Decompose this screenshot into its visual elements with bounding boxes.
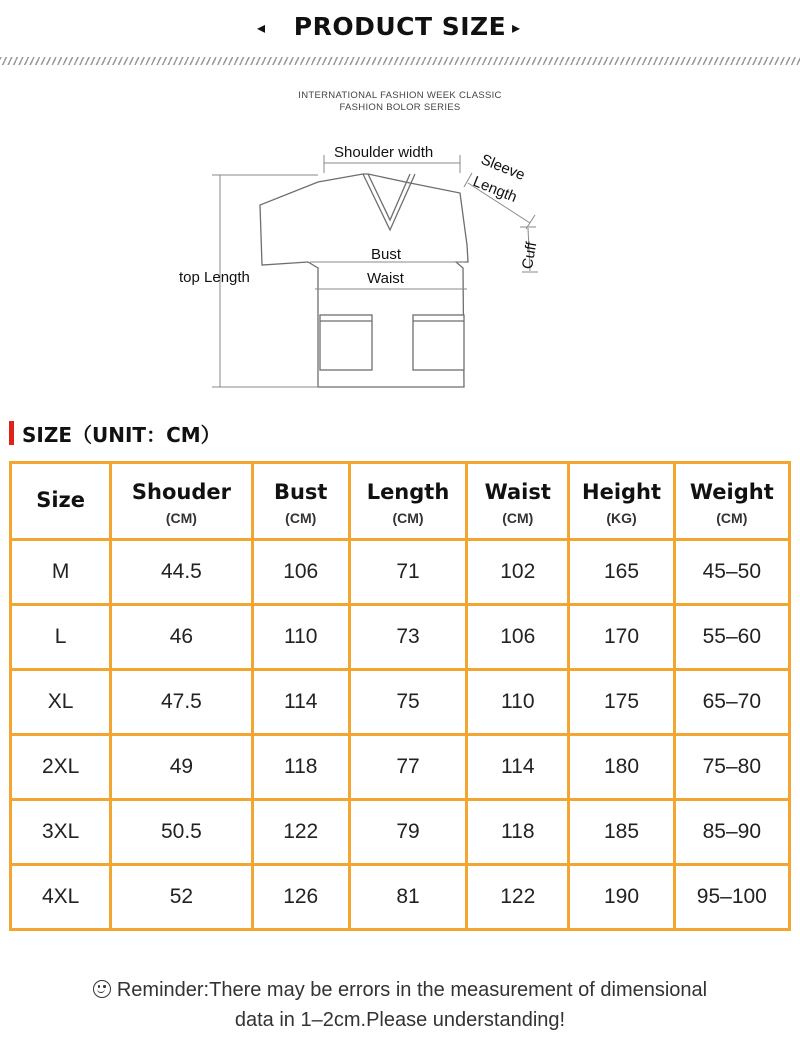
weight-cell: 75–80 [674, 735, 789, 800]
shoulder-cell: 44.5 [111, 540, 252, 605]
bust-label: Bust [371, 246, 402, 263]
waist-cell: 102 [467, 540, 569, 605]
size-cell: 3XL [11, 800, 111, 865]
table-row [11, 735, 790, 800]
length-cell: 75 [349, 670, 466, 735]
header-name: Bust [273, 480, 328, 504]
column-header-shoulder [111, 463, 252, 540]
height-cell: 170 [569, 605, 674, 670]
size-chart-table [9, 461, 791, 931]
weight-cell: 45–50 [674, 540, 789, 605]
shoulder-cell: 49 [111, 735, 252, 800]
accent-bar [9, 421, 14, 445]
size-cell: XL [11, 670, 111, 735]
height-cell: 180 [569, 735, 674, 800]
table-header-row [11, 463, 790, 540]
page-title: PRODUCT SIZE [293, 12, 507, 41]
header-unit: (CM) [392, 510, 424, 526]
shoulder-cell: 50.5 [111, 800, 252, 865]
shoulder-cell: 46 [111, 605, 252, 670]
bust-cell: 122 [252, 800, 349, 865]
cuff-label: Cuff [518, 240, 541, 271]
header-name: Height [582, 480, 662, 504]
header-name: Waist [484, 480, 551, 504]
bust-cell: 126 [252, 865, 349, 930]
weight-cell: 85–90 [674, 800, 789, 865]
size-cell: 2XL [11, 735, 111, 800]
hatch-divider [0, 57, 800, 65]
header-name: Shouder [131, 480, 231, 504]
table-row [11, 540, 790, 605]
waist-cell: 106 [467, 605, 569, 670]
column-header-height [569, 463, 674, 540]
header-unit: (CM) [165, 510, 197, 526]
length-cell: 81 [349, 865, 466, 930]
page-header [0, 0, 800, 60]
reminder-note [0, 975, 800, 1035]
column-header-weight [674, 463, 789, 540]
size-section-title [9, 420, 221, 446]
shoulder-cell: 52 [111, 865, 252, 930]
column-header-bust [252, 463, 349, 540]
length-cell: 73 [349, 605, 466, 670]
bust-cell: 110 [252, 605, 349, 670]
weight-cell: 95–100 [674, 865, 789, 930]
header-name: Length [366, 480, 450, 504]
sleeve-label: Sleeve [478, 151, 528, 184]
header-unit: (CM) [285, 510, 317, 526]
waist-cell: 122 [467, 865, 569, 930]
height-cell: 175 [569, 670, 674, 735]
bust-cell: 114 [252, 670, 349, 735]
bust-cell: 106 [252, 540, 349, 605]
size-unit-heading: SIZE（UNIT：CM） [22, 422, 221, 447]
arrow-left-icon: ◂ [257, 20, 266, 37]
table-row [11, 865, 790, 930]
header-name: Size [36, 488, 86, 512]
column-header-waist [467, 463, 569, 540]
waist-label: Waist [367, 270, 404, 287]
arrow-right-icon: ▸ [512, 20, 521, 37]
series-line-1: INTERNATIONAL FASHION WEEK CLASSIC [298, 90, 502, 101]
weight-cell: 65–70 [674, 670, 789, 735]
table-row [11, 670, 790, 735]
height-cell: 190 [569, 865, 674, 930]
waist-cell: 114 [467, 735, 569, 800]
weight-cell: 55–60 [674, 605, 789, 670]
waist-cell: 110 [467, 670, 569, 735]
header-unit: (KG) [606, 510, 637, 526]
shoulder-width-label: Shoulder width [334, 144, 434, 161]
column-header-size [11, 463, 111, 540]
height-cell: 165 [569, 540, 674, 605]
height-cell: 185 [569, 800, 674, 865]
size-cell: L [11, 605, 111, 670]
length-cell: 71 [349, 540, 466, 605]
garment-diagram [150, 135, 570, 395]
length-cell: 77 [349, 735, 466, 800]
table-row [11, 800, 790, 865]
series-caption [0, 90, 800, 114]
reminder-line-1 [0, 975, 800, 1005]
shoulder-cell: 47.5 [111, 670, 252, 735]
sleeve-length-label: Length [470, 173, 520, 206]
bust-cell: 118 [252, 735, 349, 800]
header-name: Weight [689, 480, 774, 504]
reminder-text-1: Reminder:There may be errors in the measurement of dimensional [116, 979, 708, 1001]
size-cell: 4XL [11, 865, 111, 930]
column-header-length [349, 463, 466, 540]
smiley-icon [93, 980, 111, 998]
size-cell: M [11, 540, 111, 605]
table-row [11, 605, 790, 670]
header-unit: (CM) [502, 510, 534, 526]
length-cell: 79 [349, 800, 466, 865]
waist-cell: 118 [467, 800, 569, 865]
top-length-label: top Length [179, 269, 250, 286]
reminder-line-2: data in 1–2cm.Please understanding! [234, 1009, 566, 1031]
series-line-2: FASHION BOLOR SERIES [339, 102, 461, 113]
header-unit: (CM) [716, 510, 748, 526]
